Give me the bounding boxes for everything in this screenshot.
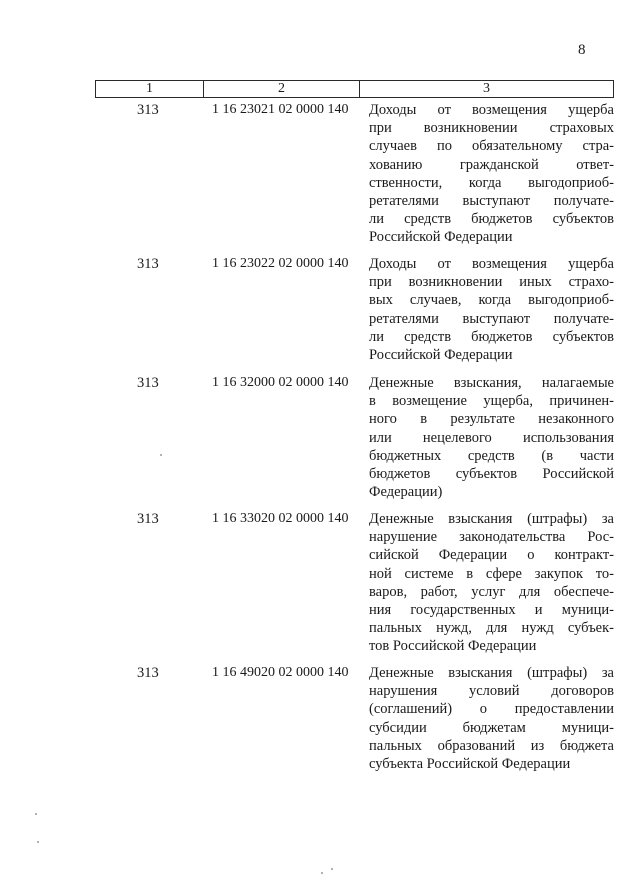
description-line: субсидии бюджетам муници-	[369, 719, 614, 736]
table-header-row	[95, 80, 614, 98]
header-cell-3: 3	[483, 81, 490, 96]
description-line: хованию гражданской ответ-	[369, 156, 614, 173]
description-line: при возникновении иных страхо-	[369, 274, 614, 291]
description-line: (соглашений) о предоставлении	[369, 701, 614, 718]
description-line: ственности, когда выгодоприоб-	[369, 174, 614, 191]
row-description-cell	[369, 510, 614, 656]
description-line: Денежные взыскания (штрафы) за	[369, 511, 614, 527]
description-line: случаев по обязательному стра-	[369, 138, 614, 155]
description-line: ли средств бюджетов субъектов	[369, 211, 614, 228]
description-line: варов, работ, услуг для обеспече-	[369, 583, 614, 600]
header-cell-1: 1	[96, 81, 204, 97]
row-description-cell	[369, 374, 614, 501]
description-line: ной системе в сфере закупок то-	[369, 565, 614, 582]
row-description-cell	[369, 101, 614, 247]
description-line: сийской Федерации о контракт-	[369, 547, 614, 564]
row-code-cell: 313	[137, 665, 159, 681]
row-code-cell: 313	[137, 256, 159, 272]
description-line: ния государственных и муници-	[369, 602, 614, 619]
description-line: нарушения условий договоров	[369, 683, 614, 700]
description-line: при возникновении страховых	[369, 120, 614, 137]
row-code-cell: 313	[137, 102, 159, 118]
description-line: нарушение законодательства Рос-	[369, 529, 614, 546]
description-line: Денежные взыскания (штрафы) за	[369, 665, 614, 681]
row-code-cell: 313	[137, 511, 159, 527]
description-line: в возмещение ущерба, причинен-	[369, 393, 614, 410]
row-kbk-cell: 1 16 49020 02 0000 140	[212, 665, 349, 680]
row-description-cell	[369, 255, 614, 364]
row-code-cell: 313	[137, 375, 159, 391]
description-line: Федерации)	[369, 484, 443, 501]
description-line: Российской Федерации	[369, 229, 513, 246]
row-kbk-cell: 1 16 33020 02 0000 140	[212, 511, 349, 526]
description-line: Российской Федерации	[369, 347, 513, 364]
description-line: ретателями выступают получате-	[369, 310, 614, 327]
description-line: ного в результате незаконного	[369, 411, 614, 428]
row-kbk-cell: 1 16 23021 02 0000 140	[212, 102, 349, 117]
description-line: тов Российской Федерации	[369, 638, 537, 655]
page-number: 8	[578, 42, 586, 58]
row-kbk-cell: 1 16 23022 02 0000 140	[212, 256, 349, 271]
header-cell-2: 2	[204, 81, 360, 97]
description-line: пальных нужд, для нужд субъек-	[369, 620, 614, 637]
description-line: бюджетных средств (в части	[369, 447, 614, 464]
description-line: ли средств бюджетов субъектов	[369, 328, 614, 345]
description-line: или нецелевого использования	[369, 429, 614, 446]
description-line: Доходы от возмещения ущерба	[369, 256, 614, 272]
description-line: бюджетов субъектов Российской	[369, 466, 614, 483]
description-line: ретателями выступают получате-	[369, 193, 614, 210]
row-kbk-cell: 1 16 32000 02 0000 140	[212, 375, 349, 390]
description-line: Доходы от возмещения ущерба	[369, 102, 614, 118]
description-line: вых случаев, когда выгодоприоб-	[369, 292, 614, 309]
description-line: пальных образований из бюджета	[369, 737, 614, 754]
description-line: субъекта Российской Федерации	[369, 756, 571, 773]
row-description-cell	[369, 664, 614, 773]
description-line: Денежные взыскания, налагаемые	[369, 375, 614, 391]
